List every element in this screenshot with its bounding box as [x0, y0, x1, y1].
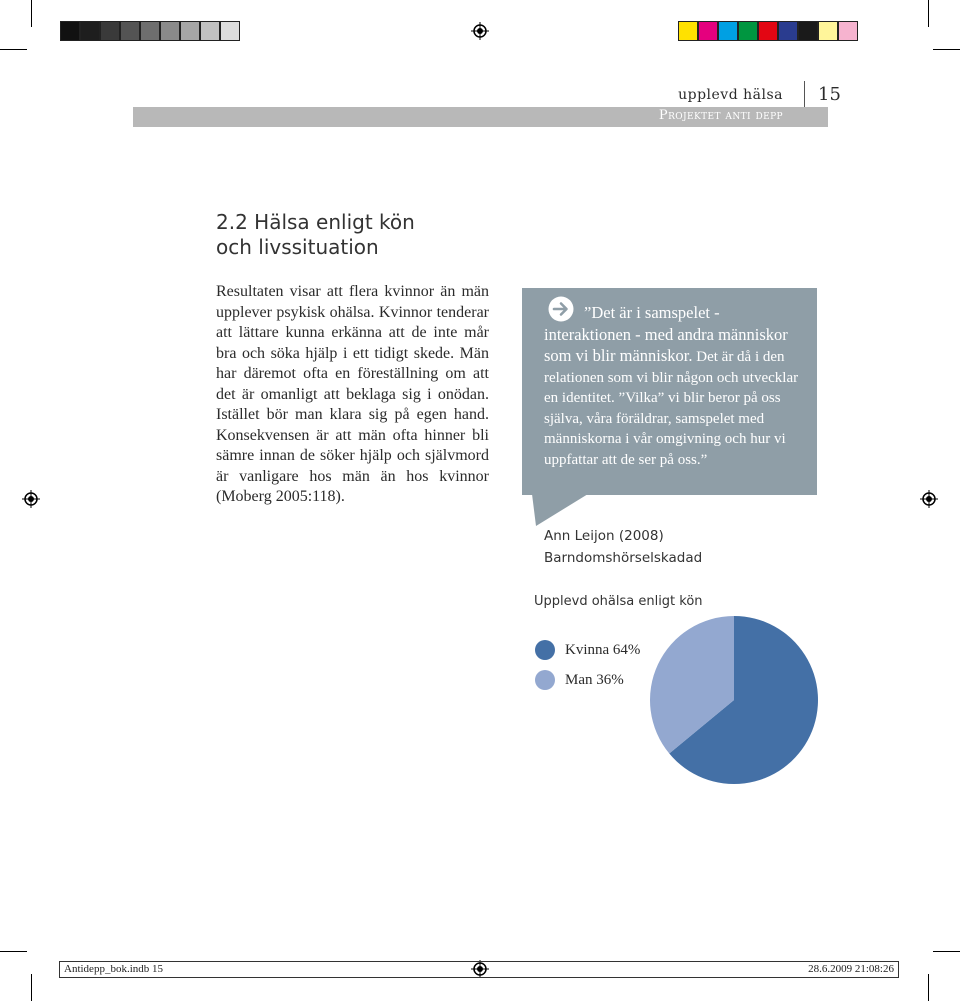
gray-swatch: [80, 21, 100, 41]
quote-author: Ann Leijon (2008): [544, 528, 664, 544]
quote-lead: ”Det är i samspelet - interaktionen - med andra människor som vi blir människor.: [544, 303, 788, 365]
legend-item-kvinna: [535, 640, 640, 660]
page-number: 15: [818, 84, 841, 105]
crop-mark: [928, 0, 929, 27]
legend-label: Man 36%: [565, 671, 624, 688]
registration-mark-icon: [920, 490, 938, 508]
crop-mark: [928, 974, 929, 1001]
gray-swatch: [160, 21, 180, 41]
running-header-subtitle: Projektet anti depp: [658, 108, 783, 123]
color-swatch: [838, 21, 858, 41]
crop-mark: [0, 49, 27, 50]
crop-mark: [0, 951, 27, 952]
gray-swatch: [60, 21, 80, 41]
running-header-title: upplevd hälsa: [678, 87, 783, 103]
color-swatch: [798, 21, 818, 41]
color-swatch: [818, 21, 838, 41]
chart-title: Upplevd ohälsa enligt kön: [534, 594, 703, 609]
quote-rest: Det är då i den relationen som vi blir någon och utvecklar en identitet. ”Vilka” vi blir beror på oss själva, våra föräldrar, samspelet med människorna i vår omgivning och hur vi uppfattar att de ser på oss.”: [544, 349, 799, 468]
registration-mark-icon: [22, 490, 40, 508]
pie-chart: [648, 614, 820, 786]
color-swatch: [718, 21, 738, 41]
slug-timestamp: 28.6.2009 21:08:26: [808, 963, 894, 975]
gray-swatch: [120, 21, 140, 41]
body-paragraph: Resultaten visar att flera kvinnor än män upplever psykisk ohälsa. Kvinnor tenderar att lättare kunna erkänna att de inte mår bra och söka hjälp i ett tidigt skede. Män har däremot ofta en föreställning om att det är omanligt att beklaga sig i onödan. Istället bör man klara sig på egen hand. Konsekvensen är att män ofta hinner bli sämre innan de söker hjälp och självmord är vanligare hos män än hos kvinnor (Moberg 2005:118).: [216, 283, 489, 505]
color-swatch: [758, 21, 778, 41]
gray-swatch: [100, 21, 120, 41]
section-heading: [216, 210, 516, 260]
legend-label: Kvinna 64%: [565, 641, 641, 658]
legend-swatch: [535, 670, 555, 690]
color-swatch: [698, 21, 718, 41]
crop-mark: [31, 974, 32, 1001]
registration-mark-icon: [471, 22, 489, 40]
crop-mark: [933, 951, 960, 952]
slug-filename: Antidepp_bok.indb 15: [64, 963, 163, 975]
quote-text: [544, 303, 806, 470]
color-swatch: [738, 21, 758, 41]
quote-pointer: [532, 494, 592, 528]
color-swatch: [678, 21, 698, 41]
section-heading-line: och livssituation: [216, 235, 379, 259]
gray-swatch: [220, 21, 240, 41]
gray-swatch: [200, 21, 220, 41]
gray-swatch: [140, 21, 160, 41]
legend-swatch: [535, 640, 555, 660]
gray-swatch: [180, 21, 200, 41]
crop-mark: [31, 0, 32, 27]
quote-author-title: Barndomshörselskadad: [544, 550, 703, 566]
crop-mark: [933, 49, 960, 50]
quote-attribution: [544, 525, 784, 569]
legend-item-man: [535, 670, 624, 690]
color-swatch: [778, 21, 798, 41]
section-heading-line: 2.2 Hälsa enligt kön: [216, 210, 415, 234]
